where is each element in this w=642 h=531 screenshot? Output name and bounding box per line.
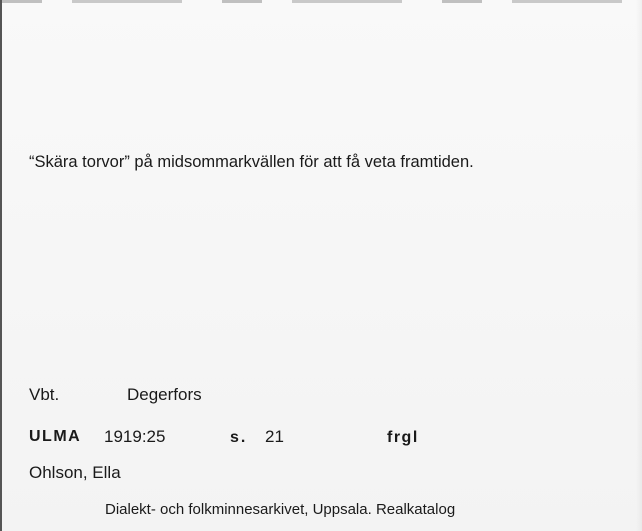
card-edge-shadow [636, 0, 642, 531]
card-description: “Skära torvor” på midsommarkvällen för att få veta framtiden. [29, 153, 474, 171]
page-number: 21 [265, 427, 284, 446]
archive-code: ULMA [29, 428, 82, 445]
record-number: 1919:25 [104, 427, 166, 446]
region-abbreviation: Vbt. [29, 385, 60, 404]
page-label: s. [230, 429, 248, 446]
archive-footer: Dialekt- och folkminnesarkivet, Uppsala. Realkatalog [105, 501, 456, 518]
category-code: frgl [387, 429, 419, 446]
scan-edge-strip [2, 0, 642, 3]
place-name: Degerfors [127, 385, 202, 404]
informant-name: Ohlson, Ella [29, 463, 121, 482]
